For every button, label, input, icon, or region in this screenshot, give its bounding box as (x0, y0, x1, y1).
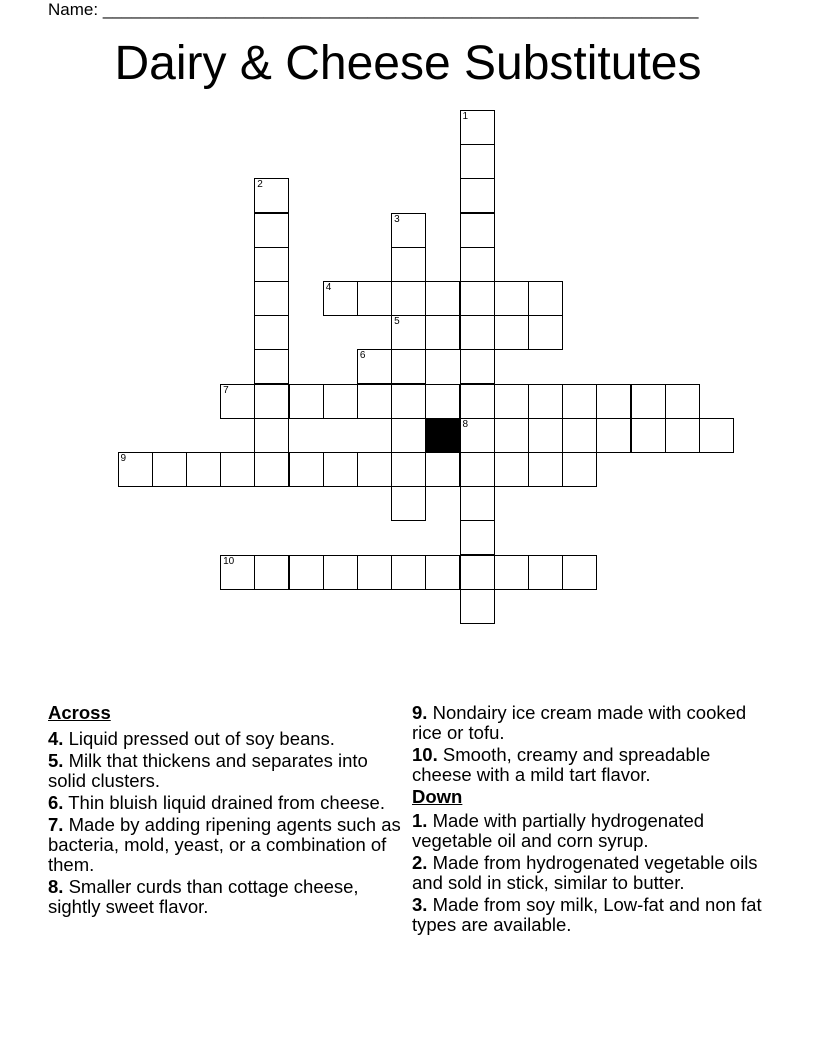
cell-number: 4 (325, 282, 332, 293)
grid-cell[interactable] (460, 589, 495, 624)
clue-number: 10. (412, 744, 438, 765)
grid-cell[interactable] (699, 418, 734, 453)
grid-cell[interactable] (460, 349, 495, 384)
grid-cell[interactable] (357, 349, 392, 384)
grid-cell[interactable] (460, 110, 495, 145)
grid-cell[interactable] (425, 315, 460, 350)
grid-cell[interactable] (460, 315, 495, 350)
grid-cell[interactable] (494, 315, 529, 350)
grid-cell[interactable] (391, 486, 426, 521)
grid-cell[interactable] (460, 281, 495, 316)
grid-cell[interactable] (460, 555, 495, 590)
grid-cell[interactable] (118, 452, 153, 487)
grid-cell[interactable] (460, 247, 495, 282)
clue-text: Smooth, creamy and spreadable cheese with a mild tart flavor. (412, 744, 711, 785)
grid-cell[interactable] (220, 384, 255, 419)
clue-text: Milk that thickens and separates into solid clusters. (48, 750, 368, 791)
grid-cell[interactable] (254, 178, 289, 213)
clue-number: 9. (412, 702, 428, 723)
grid-cell[interactable] (254, 418, 289, 453)
clues-column-left (48, 703, 408, 919)
clue-across-6 (48, 793, 408, 813)
name-underline[interactable]: _______________________________________________________________ (102, 0, 699, 19)
clue-across-9 (412, 703, 772, 743)
clue-across-4 (48, 729, 408, 749)
grid-cell-black (425, 418, 460, 453)
grid-cell[interactable] (357, 281, 392, 316)
clue-text: Liquid pressed out of soy beans. (63, 728, 335, 749)
clue-across-5 (48, 751, 408, 791)
grid-cell[interactable] (357, 555, 392, 590)
clue-number: 2. (412, 852, 428, 873)
grid-cell[interactable] (460, 144, 495, 179)
grid-cell[interactable] (391, 213, 426, 248)
clue-number: 7. (48, 814, 64, 835)
clue-text: Made with partially hydrogenated vegetable oil and corn syrup. (412, 810, 705, 851)
grid-cell[interactable] (460, 452, 495, 487)
grid-cell[interactable] (631, 384, 666, 419)
grid-cell[interactable] (254, 247, 289, 282)
clue-number: 4. (48, 728, 64, 749)
grid-cell[interactable] (425, 281, 460, 316)
clues-column-right (412, 703, 772, 937)
grid-cell[interactable] (152, 452, 187, 487)
grid-cell[interactable] (562, 555, 597, 590)
grid-cell[interactable] (665, 384, 700, 419)
grid-cell[interactable] (596, 384, 631, 419)
cell-number: 6 (359, 350, 366, 362)
grid-cell[interactable] (494, 555, 529, 590)
grid-cell[interactable] (425, 452, 460, 487)
page-title: Dairy & Cheese Substitutes (114, 37, 702, 90)
name-label: Name: (48, 0, 99, 19)
across-heading: Across (48, 702, 111, 723)
grid-cell[interactable] (528, 418, 563, 453)
grid-cell[interactable] (323, 281, 358, 316)
grid-cell[interactable] (596, 418, 631, 453)
grid-cell[interactable] (289, 384, 324, 419)
clue-across-10 (412, 745, 772, 785)
grid-cell[interactable] (631, 418, 666, 453)
grid-cell[interactable] (562, 384, 597, 419)
grid-cell[interactable] (494, 418, 529, 453)
grid-cell[interactable] (391, 315, 426, 350)
grid-cell[interactable] (254, 213, 289, 248)
grid-cell[interactable] (186, 452, 221, 487)
grid-cell[interactable] (323, 555, 358, 590)
clue-text: Made by adding ripening agents such as bacteria, mold, yeast, or a combination of them. (48, 814, 401, 875)
cell-number: 8 (462, 418, 469, 430)
grid-cell[interactable] (528, 281, 563, 316)
clue-text: Made from hydrogenated vegetable oils and sold in stick, similar to butter. (412, 852, 758, 893)
grid-cell[interactable] (289, 452, 324, 487)
grid-cell[interactable] (528, 555, 563, 590)
grid-cell[interactable] (528, 384, 563, 419)
grid-cell[interactable] (220, 555, 255, 590)
grid-cell[interactable] (254, 555, 289, 590)
grid-cell[interactable] (460, 520, 495, 555)
clue-down-3 (412, 895, 772, 935)
grid-cell[interactable] (289, 555, 324, 590)
grid-cell[interactable] (254, 384, 289, 419)
cell-number: 7 (223, 384, 229, 396)
grid-cell[interactable] (391, 384, 426, 419)
grid-cell[interactable] (460, 213, 495, 248)
grid-cell[interactable] (494, 281, 529, 316)
grid-cell[interactable] (460, 178, 495, 213)
clue-text: Nondairy ice cream made with cooked rice or tofu. (412, 702, 747, 743)
down-heading: Down (412, 786, 463, 807)
grid-cell[interactable] (460, 418, 495, 453)
clue-down-2 (412, 853, 772, 893)
grid-cell[interactable] (391, 247, 426, 282)
clue-number: 6. (48, 792, 64, 813)
clue-across-8 (48, 877, 408, 917)
grid-cell[interactable] (425, 384, 460, 419)
grid-cell[interactable] (391, 349, 426, 384)
grid-cell[interactable] (254, 349, 289, 384)
clue-number: 8. (48, 876, 64, 897)
grid-cell[interactable] (357, 452, 392, 487)
cell-number: 5 (394, 316, 400, 328)
grid-cell[interactable] (391, 281, 426, 316)
grid-cell[interactable] (562, 418, 597, 453)
grid-cell[interactable] (391, 452, 426, 487)
grid-cell[interactable] (323, 452, 358, 487)
grid-cell[interactable] (254, 452, 289, 487)
clue-text: Smaller curds than cottage cheese, sightly sweet flavor. (48, 876, 359, 917)
grid-cell[interactable] (425, 555, 460, 590)
grid-cell[interactable] (665, 418, 700, 453)
clue-number: 5. (48, 750, 64, 771)
grid-cell[interactable] (528, 315, 563, 350)
cell-number: 3 (394, 213, 400, 225)
clue-down-1 (412, 811, 772, 851)
grid-cell[interactable] (323, 384, 358, 419)
clue-text: Thin bluish liquid drained from cheese. (63, 792, 385, 813)
grid-cell[interactable] (357, 384, 392, 419)
cell-number: 10 (223, 555, 235, 567)
cell-number: 2 (257, 179, 263, 191)
grid-cell[interactable] (391, 418, 426, 453)
grid-cell[interactable] (460, 486, 495, 521)
grid-cell[interactable] (528, 452, 563, 487)
grid-cell[interactable] (460, 384, 495, 419)
grid-cell[interactable] (254, 281, 289, 316)
grid-cell[interactable] (254, 315, 289, 350)
cell-number: 9 (120, 453, 127, 464)
grid-cell[interactable] (494, 384, 529, 419)
clue-number: 3. (412, 894, 428, 915)
cell-number: 1 (462, 111, 469, 122)
grid-cell[interactable] (220, 452, 255, 487)
grid-cell[interactable] (562, 452, 597, 487)
clue-text: Made from soy milk, Low-fat and non fat types are available. (412, 894, 762, 935)
clue-across-7 (48, 815, 408, 875)
grid-cell[interactable] (391, 555, 426, 590)
grid-cell[interactable] (494, 452, 529, 487)
clue-number: 1. (412, 810, 428, 831)
